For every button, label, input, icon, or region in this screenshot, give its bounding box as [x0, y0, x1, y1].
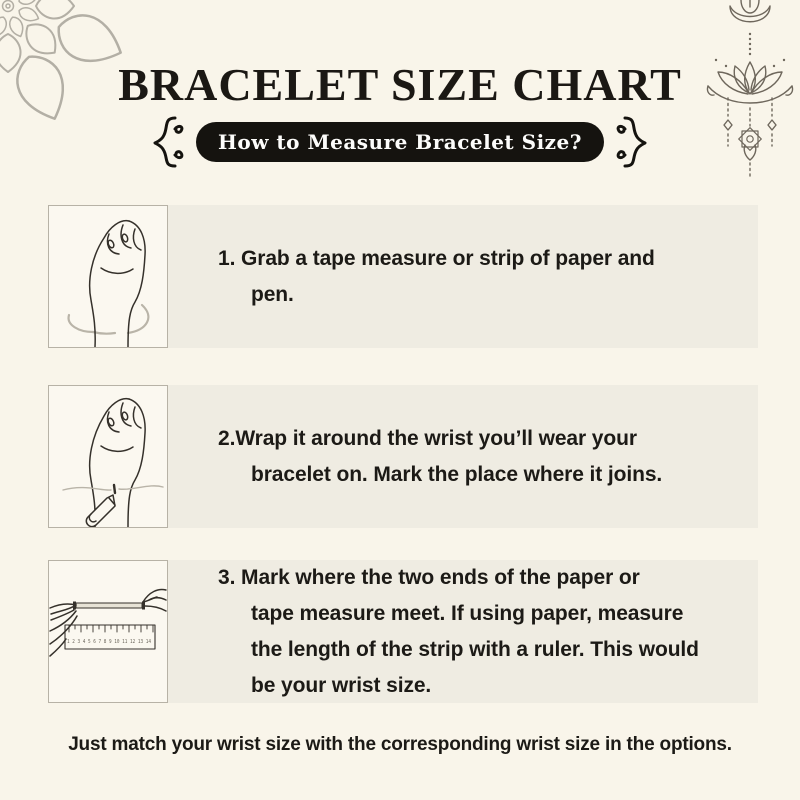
step-3-line-3: the length of the strip with a ruler. This would	[251, 637, 699, 661]
step-3-line-1: 3. Mark where the two ends of the paper or	[218, 565, 640, 589]
step-1-line-1: 1. Grab a tape measure or strip of paper and	[218, 246, 655, 270]
step-1-text	[218, 205, 752, 348]
step-2-line-2: bracelet on. Mark the place where it joins.	[251, 462, 663, 486]
footer-note: Just match your wrist size with the corresponding wrist size in the options.	[68, 734, 732, 755]
step-3-line-4: be your wrist size.	[251, 673, 432, 697]
hands-measuring-strip-with-ruler-icon	[49, 561, 167, 702]
subtitle-badge-row	[0, 114, 800, 170]
step-2-line-1: 2.Wrap it around the wrist you’ll wear your	[218, 426, 637, 450]
step-2-illustration	[48, 385, 168, 528]
flourish-left-icon	[148, 114, 184, 170]
step-3-line-2: tape measure meet. If using paper, measure	[251, 601, 684, 625]
step-1-panel	[48, 205, 758, 348]
step-2-text	[218, 385, 752, 528]
subtitle-badge: How to Measure Bracelet Size?	[196, 122, 604, 162]
page-title: BRACELET SIZE CHART	[118, 59, 682, 110]
hand-with-tape-measure-icon	[49, 206, 167, 347]
flourish-right-icon	[616, 114, 652, 170]
step-2-panel	[48, 385, 758, 528]
step-1-line-2: pen.	[251, 282, 294, 306]
step-3-panel	[48, 560, 758, 703]
step-1-illustration	[48, 205, 168, 348]
ruler-numbers: 1 2 3 4 5 6 7 8 9 10 11 12 13 14	[67, 639, 151, 645]
step-3-text	[218, 560, 752, 703]
step-3-illustration	[48, 560, 168, 703]
hand-marking-wrist-with-pen-icon	[49, 386, 167, 527]
